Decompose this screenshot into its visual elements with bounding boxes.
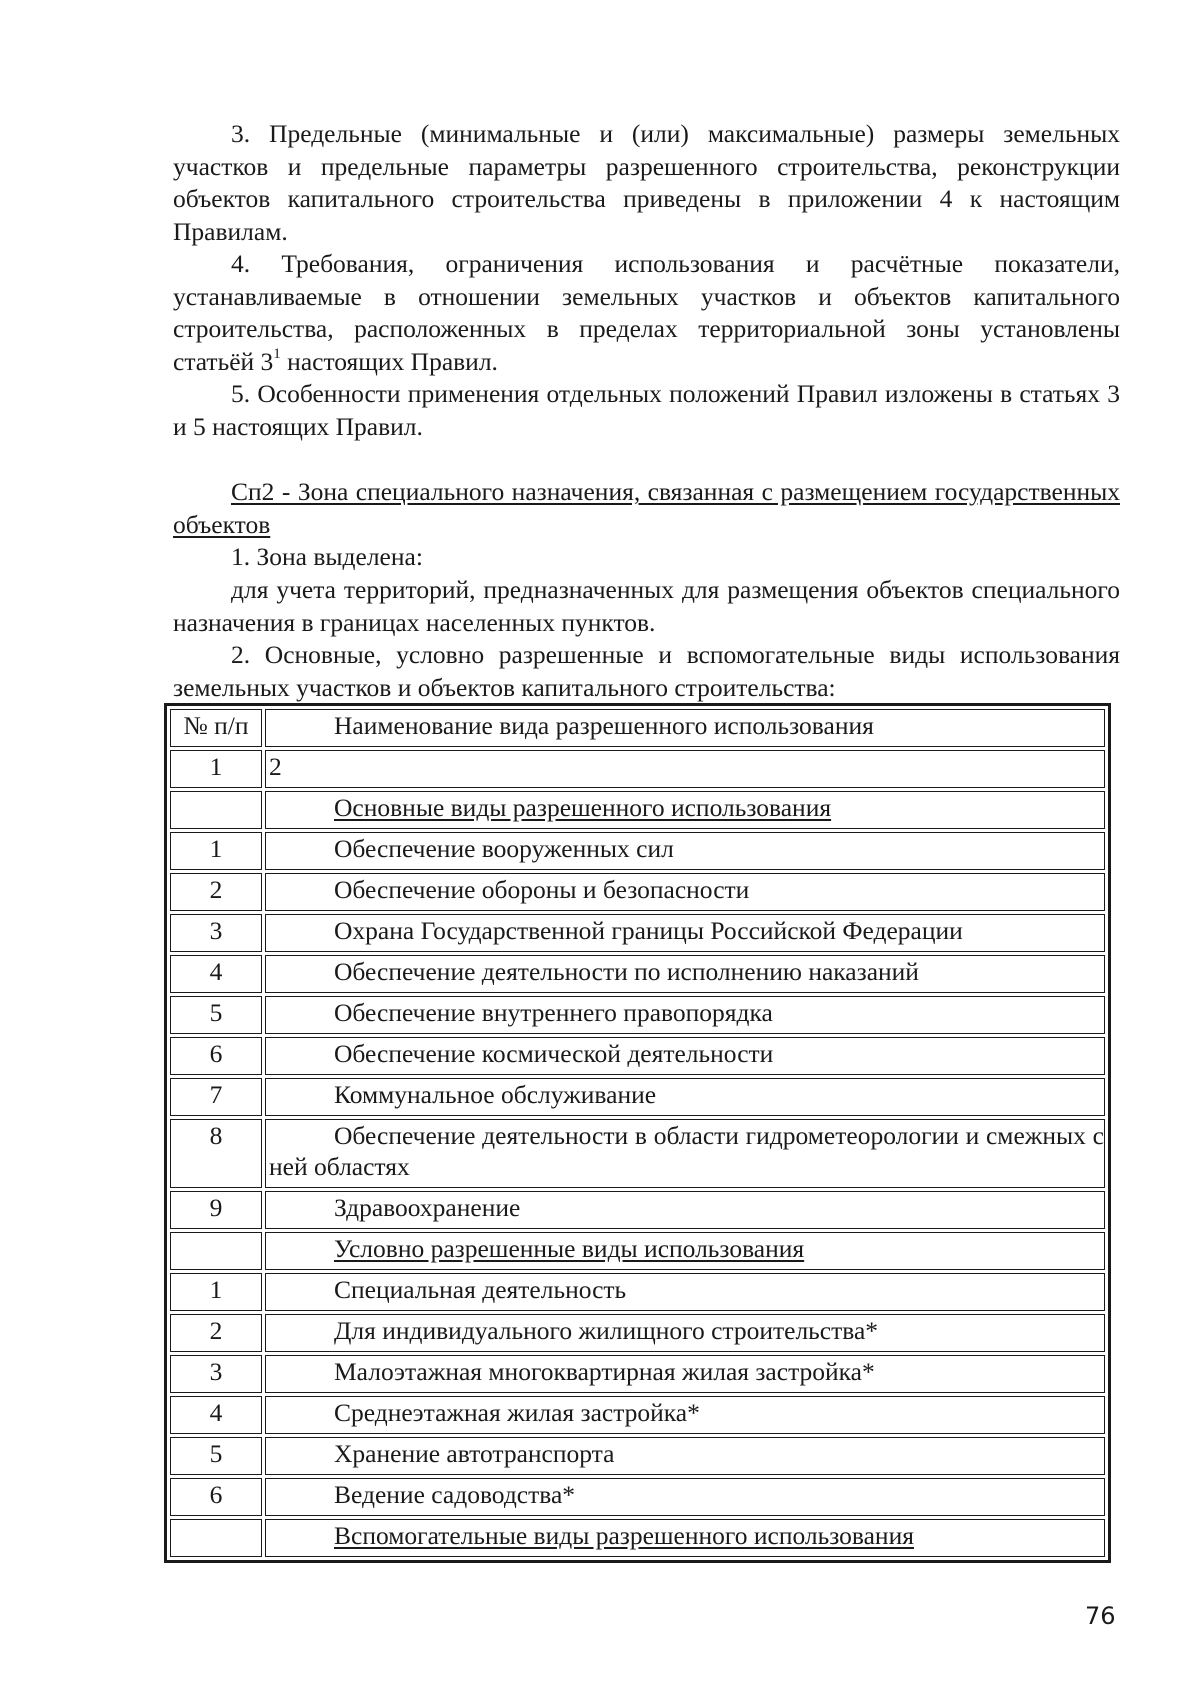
table-header-row [170,709,1105,747]
row-name: Хранение автотранспорта [265,1437,1105,1475]
table-row [170,1478,1105,1516]
section-num-cell [170,1232,262,1270]
row-name: Здравоохранение [265,1191,1105,1229]
row-name: Обеспечение обороны и безопасности [265,873,1105,911]
section-title-main: Основные виды разрешенного использования [265,791,1105,829]
row-name: Обеспечение внутреннего правопорядка [265,996,1105,1034]
zone-item-1: 1. Зона выделена: [231,542,423,571]
row-num: 1 [170,1273,262,1311]
table-row [170,1078,1105,1116]
row-num: 2 [170,873,262,911]
table-row [170,1191,1105,1229]
section-title-conditional: Условно разрешенные виды использования [265,1232,1105,1270]
row-name: Малоэтажная многоквартирная жилая застройка* [265,1355,1105,1393]
row-num: 2 [170,1314,262,1352]
row-num: 8 [170,1119,262,1188]
row-num: 4 [170,1396,262,1434]
table-row [170,1314,1105,1352]
header-num-cell: № п/п [170,709,262,747]
table-column-numbers-row [170,750,1105,788]
row-name: Обеспечение деятельности по исполнению наказаний [265,955,1105,993]
row-name: Специальная деятельность [265,1273,1105,1311]
row-num: 5 [170,996,262,1034]
row-name: Среднеэтажная жилая застройка* [265,1396,1105,1434]
row-name: Обеспечение космической деятельности [265,1037,1105,1075]
zone-heading: Сп2 - Зона специального назначения, связанная с размещением государственных объектов [173,477,1120,539]
paragraph-3: 3. Предельные (минимальные и (или) максимальные) размеры земельных участков и предельные параметры разрешенного строительства, реконструкции объектов капитального строительства приведены в приложении 4 к настоящим Правилам. [173,119,1120,246]
zone-item-2: 2. Основные, условно разрешенные и вспомогательные виды использования земельных участков и объектов капитального строительства: [173,640,1120,702]
superscript: 1 [273,346,281,362]
row-name: Охрана Государственной границы Российской Федерации [265,914,1105,952]
row-num: 1 [170,832,262,870]
table-row [170,873,1105,911]
paragraph-4-text: 4. Требования, ограничения использования и расчётные показатели, устанавливаемые в отношении земельных участков и объектов капитального строительства, расположенных в пределах территориальной зоны установлены статьёй 3 [173,249,1120,376]
row-name: Обеспечение деятельности в области гидрометеорологии и смежных с ней областях [265,1119,1105,1188]
row-name: Для индивидуального жилищного строительства* [265,1314,1105,1352]
paragraph-4-tail: настоящих Правил. [280,346,498,376]
paragraph-4 [173,248,1120,378]
section-row-main [170,791,1105,829]
row-num: 5 [170,1437,262,1475]
section-row-conditional [170,1232,1105,1270]
table-row [170,1037,1105,1075]
land-use-table [164,703,1111,1563]
row-num: 7 [170,1078,262,1116]
row-name: Обеспечение вооруженных сил [265,832,1105,870]
header-name-cell: Наименование вида разрешенного использования [265,709,1105,747]
section-num-cell [170,791,262,829]
table-row [170,955,1105,993]
page-number: 76 [1085,1602,1116,1630]
table-row [170,996,1105,1034]
row-name: Коммунальное обслуживание [265,1078,1105,1116]
row-num: 6 [170,1037,262,1075]
row-num: 3 [170,1355,262,1393]
paragraph-5: 5. Особенности применения отдельных положений Правил изложены в статьях 3 и 5 настоящих Правил. [173,379,1120,441]
table-row [170,1273,1105,1311]
row-num: 6 [170,1478,262,1516]
row-num: 3 [170,914,262,952]
section-title-auxiliary: Вспомогательные виды разрешенного использования [265,1519,1105,1557]
row-num: 9 [170,1191,262,1229]
column-number-2: 2 [265,750,1105,788]
section-num-cell [170,1519,262,1557]
table-row [170,1437,1105,1475]
table-row [170,832,1105,870]
column-number-1: 1 [170,750,262,788]
table-row [170,1396,1105,1434]
table-row [170,1119,1105,1188]
row-name: Ведение садоводства* [265,1478,1105,1516]
zone-purpose: для учета территорий, предназначенных для размещения объектов специального назначения в границах населенных пунктов. [173,575,1120,637]
table-row [170,1355,1105,1393]
section-row-auxiliary [170,1519,1105,1557]
table-row [170,914,1105,952]
row-num: 4 [170,955,262,993]
